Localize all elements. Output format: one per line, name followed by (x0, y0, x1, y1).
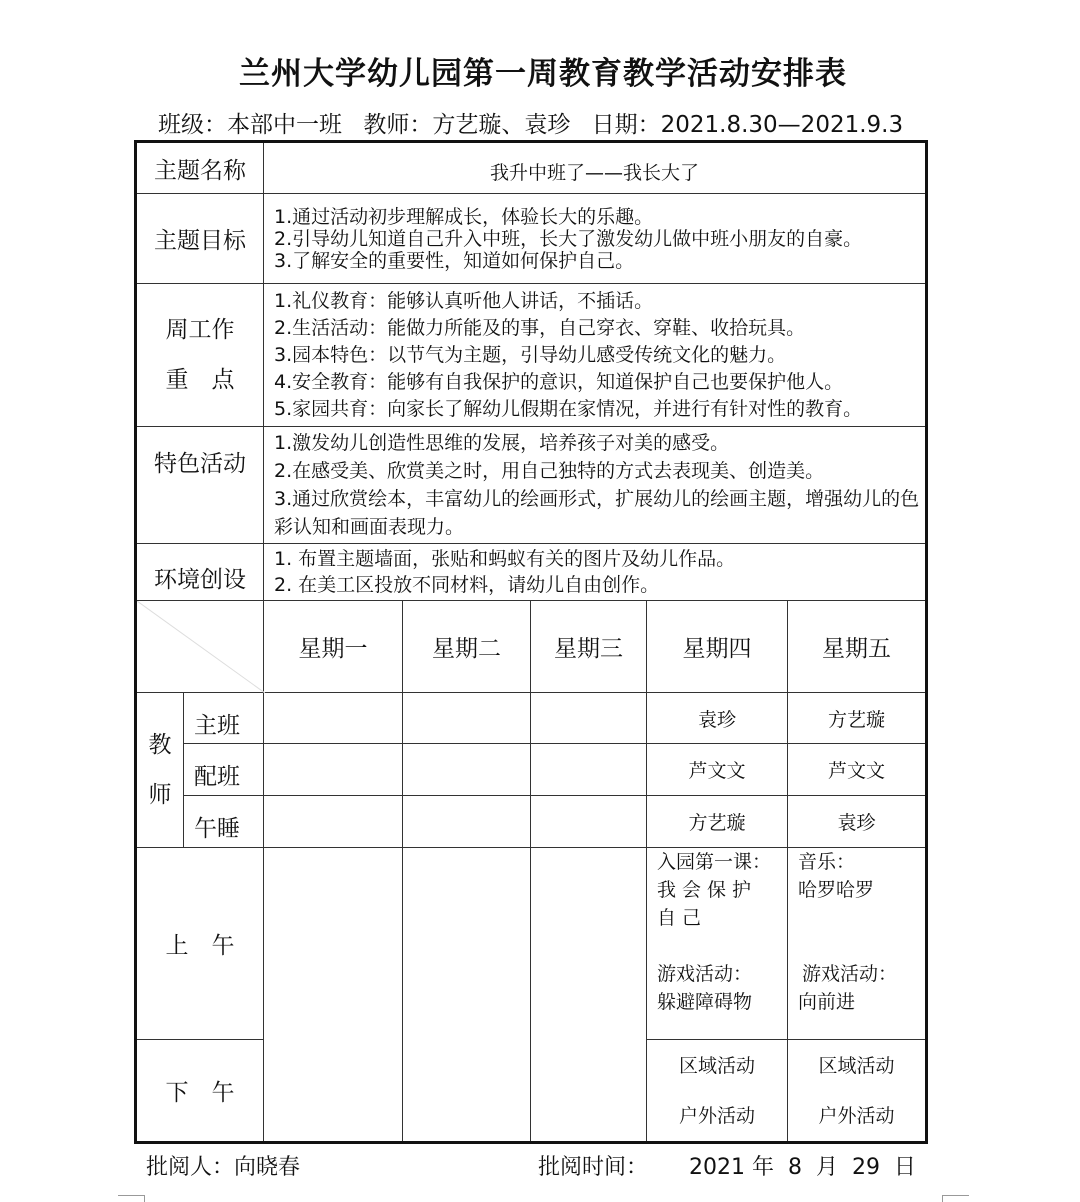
tuesday-activities (403, 848, 531, 1143)
teacher-cell: 芦文文 (647, 744, 788, 796)
teacher-cell: 袁珍 (647, 693, 788, 744)
theme-name-value: 我升中班了——我长大了 (264, 142, 927, 194)
review-date: 2021 年 8 月 29 日 (689, 1155, 916, 1180)
day-header-thursday: 星期四 (647, 601, 788, 693)
thursday-game-name: 躲避障碍物 (657, 991, 753, 1013)
afternoon-label: 下 午 (136, 1040, 264, 1143)
teacher-row-nap (136, 796, 927, 848)
featured-activities-label: 特色活动 (136, 427, 264, 544)
theme-name-row (136, 142, 927, 194)
environment-row (136, 544, 927, 601)
featured-activity-item: 3.通过欣赏绘本，丰富幼儿的绘画形式，扩展幼儿的绘画主题，增强幼儿的色彩认知和画面表现力。 (274, 488, 920, 538)
day-header-row (136, 601, 927, 693)
thursday-afternoon-item: 区域活动 (678, 1054, 755, 1077)
teacher-info: 教师：方艺璇、袁珍 (363, 112, 571, 138)
weekly-focus-item: 4.安全教育：能够有自我保护的意识，知道保护自己也要保护他人。 (274, 370, 844, 393)
theme-goal-row (136, 194, 927, 284)
teacher-cell (531, 744, 647, 796)
document-subtitle (158, 106, 917, 139)
teacher-cell (531, 693, 647, 744)
teacher-row-label: 午睡 (184, 796, 264, 848)
day-header-wednesday: 星期三 (531, 601, 647, 693)
friday-lesson-name: 哈罗哈罗 (798, 879, 875, 901)
featured-activities-list (264, 427, 927, 544)
reviewer: 批阅人：向晓春 (146, 1155, 301, 1180)
teacher-group-label-2: 师 (148, 782, 172, 808)
day-header-tuesday: 星期二 (403, 601, 531, 693)
featured-activity-item: 1.激发幼儿创造性思维的发展，培养孩子对美的感受。 (274, 432, 730, 454)
day-header-monday: 星期一 (264, 601, 403, 693)
weekly-focus-item: 1.礼仪教育：能够认真听他人讲话，不插话。 (274, 289, 654, 312)
friday-lesson-title: 音乐： (798, 851, 856, 873)
schedule-table (134, 140, 928, 1144)
theme-name-label: 主题名称 (136, 142, 264, 194)
teacher-cell (403, 744, 531, 796)
thursday-lesson-title: 入园第一课： (657, 851, 772, 873)
environment-list (264, 544, 927, 601)
environment-label: 环境创设 (136, 544, 264, 601)
weekly-focus-item: 2.生活活动：能做力所能及的事，自己穿衣、穿鞋、收拾玩具。 (274, 316, 806, 339)
morning-label: 上 午 (136, 848, 264, 1040)
friday-afternoon-item: 户外活动 (818, 1104, 895, 1127)
monday-activities (264, 848, 403, 1143)
wednesday-activities (531, 848, 647, 1143)
friday-game-name: 向前进 (798, 991, 856, 1013)
teacher-row-main (136, 693, 927, 744)
friday-morning (788, 848, 927, 1040)
featured-activities-row (136, 427, 927, 544)
day-header-friday: 星期五 (788, 601, 927, 693)
environment-item: 2. 在美工区投放不同材料，请幼儿自由创作。 (274, 574, 660, 596)
teacher-cell: 方艺璇 (788, 693, 927, 744)
weekly-focus-item: 3.园本特色：以节气为主题，引导幼儿感受传统文化的魅力。 (274, 343, 787, 366)
theme-goal-item: 3.了解安全的重要性，知道如何保护自己。 (274, 249, 635, 272)
weekly-focus-item: 5.家园共育：向家长了解幼儿假期在家情况，并进行有针对性的教育。 (274, 397, 863, 420)
thursday-lesson-name: 我会保护自己 (657, 879, 758, 929)
teacher-cell (264, 744, 403, 796)
thursday-morning (647, 848, 788, 1040)
teacher-cell (403, 693, 531, 744)
teacher-row-assistant (136, 744, 927, 796)
review-time (538, 1150, 916, 1181)
diagonal-line (137, 601, 265, 693)
weekly-focus-list (264, 284, 927, 427)
teacher-cell (264, 693, 403, 744)
teacher-row-label: 主班 (184, 693, 264, 744)
weekly-focus-label-line2: 重 点 (165, 367, 235, 393)
environment-item: 1. 布置主题墙面，张贴和蚂蚁有关的图片及幼儿作品。 (274, 548, 736, 570)
weekly-focus-row (136, 284, 927, 427)
friday-afternoon (788, 1040, 927, 1143)
teacher-cell (403, 796, 531, 848)
class-info: 班级：本部中一班 (158, 112, 342, 138)
theme-goal-list (264, 194, 927, 284)
teacher-group-label (136, 693, 184, 848)
teacher-group-label-1: 教 (148, 732, 172, 758)
featured-activity-item: 2.在感受美、欣赏美之时，用自己独特的方式去表现美、创造美。 (274, 460, 825, 482)
weekly-focus-label-line1: 周工作 (165, 317, 235, 343)
teacher-cell: 芦文文 (788, 744, 927, 796)
teacher-cell (531, 796, 647, 848)
document-title: 兰州大学幼儿园第一周教育教学活动安排表 (239, 56, 847, 92)
theme-goal-label: 主题目标 (136, 194, 264, 284)
weekly-focus-label (136, 284, 264, 427)
diagonal-header-cell (136, 601, 264, 693)
thursday-afternoon-item: 户外活动 (678, 1104, 755, 1127)
date-info: 日期：2021.8.30—2021.9.3 (591, 112, 904, 138)
morning-row (136, 848, 927, 1040)
teacher-cell (264, 796, 403, 848)
teacher-cell: 方艺璇 (647, 796, 788, 848)
teacher-cell: 袁珍 (788, 796, 927, 848)
thursday-game-title: 游戏活动： (657, 963, 753, 985)
theme-goal-item: 1.通过活动初步理解成长，体验长大的乐趣。 (274, 205, 654, 228)
friday-game-title: 游戏活动： (802, 963, 898, 985)
theme-goal-item: 2.引导幼儿知道自己升入中班，长大了激发幼儿做中班小朋友的自豪。 (274, 227, 863, 250)
thursday-afternoon (647, 1040, 788, 1143)
teacher-row-label: 配班 (184, 744, 264, 796)
friday-afternoon-item: 区域活动 (818, 1054, 895, 1077)
review-time-label: 批阅时间： (538, 1155, 649, 1180)
